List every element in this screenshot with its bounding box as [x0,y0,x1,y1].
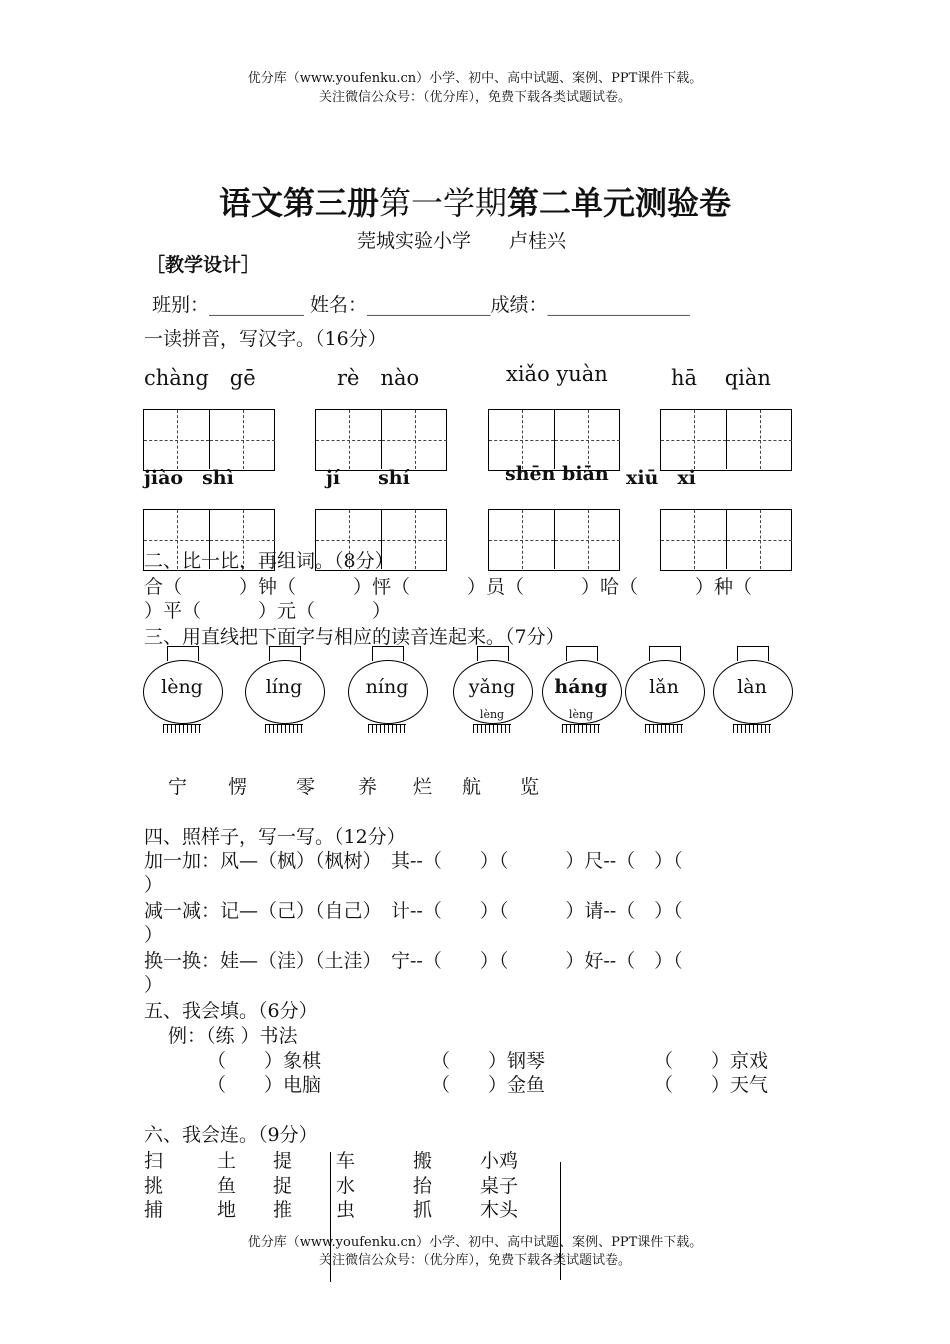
link-word[interactable]: 土 [217,1150,237,1172]
writing-grid[interactable] [660,509,792,571]
match-char[interactable]: 宁 [168,776,188,798]
link-word[interactable]: 鱼 [217,1175,237,1197]
link-word[interactable]: 车 [336,1150,356,1172]
pinyin-2-3: shēn biān [505,463,609,485]
lantern-pinyin: líng [265,676,303,698]
student-info-line: 班别：__________ 姓名：_____________成绩：_______________ [152,294,691,316]
lantern[interactable] [143,646,223,746]
link-word[interactable]: 地 [217,1199,237,1221]
pinyin-1-1: chàng gē [144,366,256,390]
section-2-heading: 二、比一比，再组词。（8分） [144,550,394,572]
section-3-heading: 三、用直线把下面字与相应的读音连起来。（7分） [144,626,565,648]
lantern-pinyin: lèng [161,676,203,698]
title-part-1: 语文第三册 [218,184,379,222]
section-6-heading: 六、我会连。（9分） [144,1124,318,1146]
section-5-example: 例：（练 ）书法 [168,1025,298,1047]
link-word[interactable]: 水 [336,1175,356,1197]
fill-item[interactable]: （ ）电脑 [207,1074,322,1096]
pinyin-2-1: jiào shì [144,467,234,489]
section-4-line-2: 减一减：记—（己）（自己） 计--（ ）（ ）请--（ ）（ [144,900,683,922]
lantern[interactable] [348,646,428,746]
link-word[interactable]: 搬 [413,1150,433,1172]
match-char[interactable]: 航 [462,776,482,798]
fill-item[interactable]: （ ）钢琴 [431,1050,546,1072]
section-2-line-1: 合（ ）钟（ ）怦（ ）员（ ）哈（ ）种（ [144,576,753,598]
match-char[interactable]: 愣 [228,776,248,798]
title-part-2: 第一学期 [378,184,507,222]
link-word[interactable]: 木头 [480,1199,519,1221]
pinyin-1-2: rè nào [337,366,420,390]
section-4-line-3: 换一换：娃—（洼）（土洼） 宁--（ ）（ ）好--（ ）（ [144,950,683,972]
section-4-line-1: 加一加：风—（枫）（枫树） 其--（ ）（ ）尺--（ ）（ [144,850,683,872]
section-4-line-3-end: ） [144,974,164,996]
match-char[interactable]: 烂 [413,776,433,798]
writing-grid[interactable] [488,409,620,471]
fill-item[interactable]: （ ）金鱼 [431,1074,546,1096]
lantern-pinyin: làn [737,676,767,698]
design-label: ［教学设计］ [146,254,261,276]
writing-grid[interactable] [488,509,620,571]
match-char[interactable]: 零 [296,776,316,798]
lantern-sub: lèng [479,708,505,721]
link-word[interactable]: 挑 [144,1175,164,1197]
title-part-3: 第二单元测验卷 [507,184,732,222]
writing-grid[interactable] [143,409,275,471]
link-word[interactable]: 推 [273,1199,293,1221]
lantern[interactable] [625,646,705,746]
link-word[interactable]: 扫 [144,1150,164,1172]
lantern[interactable] [713,646,793,746]
link-word[interactable]: 桌子 [480,1175,519,1197]
lantern-pinyin: níng [365,676,409,698]
header-line-2: 关注微信公众号：（优分库），免费下载各类试题试卷。 [318,90,631,105]
link-word[interactable]: 捕 [144,1199,164,1221]
header-line-1: 优分库（www.youfenku.cn）小学、初中、高中试题、案例、PPT课件下载。 [247,71,703,86]
section-4-line-2-end: ） [144,924,164,946]
link-word[interactable]: 虫 [336,1199,356,1221]
fill-item[interactable]: （ ）京戏 [654,1050,769,1072]
lantern[interactable] [245,646,325,746]
page-title [0,178,950,224]
section-2-line-2: ）平（ ）元（ ） [144,600,392,622]
fill-item[interactable]: （ ）象棋 [207,1050,322,1072]
match-char[interactable]: 养 [358,776,378,798]
fill-item[interactable]: （ ）天气 [654,1074,769,1096]
link-word[interactable]: 抓 [413,1199,433,1221]
link-word[interactable]: 提 [273,1150,293,1172]
lantern-pinyin: háng [554,676,608,698]
link-word[interactable]: 捉 [273,1175,293,1197]
section-1-heading: 一读拼音，写汉字。（16分） [144,328,387,350]
link-word[interactable]: 抬 [413,1175,433,1197]
lantern-pinyin: lǎn [649,676,679,698]
pinyin-2-4: xiū xi [626,467,696,489]
lantern-sub: lèng [568,708,594,721]
pinyin-1-4: hā qiàn [671,366,771,390]
lantern-pinyin: yǎng [468,676,516,698]
pinyin-2-2: jí shí [326,467,410,489]
footer-line-2: 关注微信公众号：（优分库），免费下载各类试题试卷。 [318,1253,631,1268]
section-4-line-1-end: ） [144,874,164,896]
section-5-heading: 五、我会填。（6分） [144,1000,318,1022]
author-line: 莞城实验小学 卢桂兴 [357,230,567,252]
writing-grid[interactable] [315,409,447,471]
link-word[interactable]: 小鸡 [480,1150,519,1172]
section-4-heading: 四、照样子，写一写。（12分） [144,826,406,848]
pinyin-1-3: xiǎo yuàn [506,362,608,386]
match-char[interactable]: 览 [520,776,540,798]
writing-grid[interactable] [660,409,792,471]
lantern[interactable] [542,646,622,746]
lantern[interactable] [453,646,533,746]
footer-line-1: 优分库（www.youfenku.cn）小学、初中、高中试题、案例、PPT课件下载。 [247,1235,703,1250]
